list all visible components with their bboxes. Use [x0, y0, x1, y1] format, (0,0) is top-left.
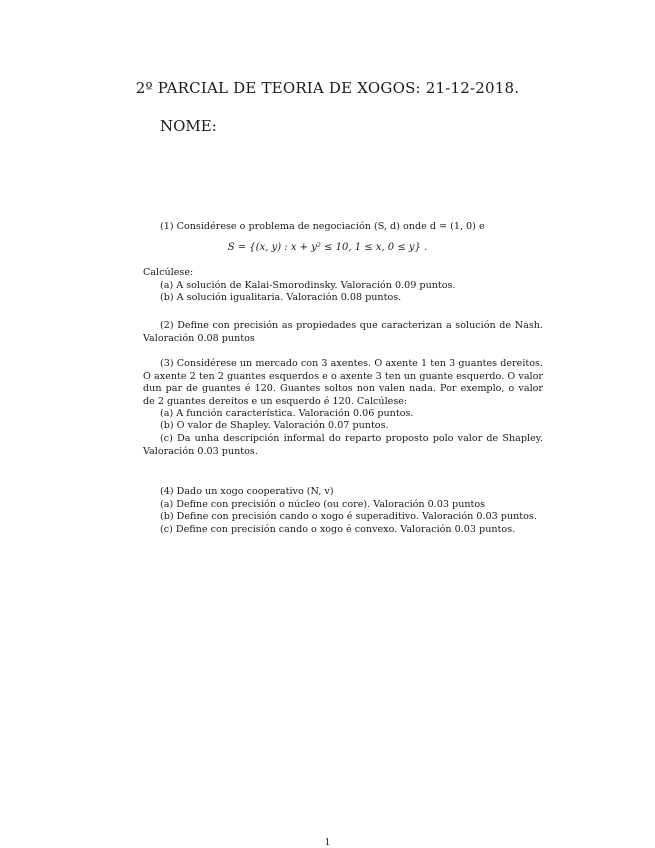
name-label: NOME:	[160, 117, 217, 135]
q4-item-b: (b) Define con precisión cando o xogo é superaditivo. Valoración 0.03 puntos.	[160, 511, 537, 522]
q2-text	[143, 320, 543, 345]
q3-item-a: (a) A función característica. Valoración 0.06 puntos.	[160, 408, 414, 419]
q1-item-a: (a) A solución de Kalai-Smorodinsky. Valoración 0.09 puntos.	[160, 280, 456, 291]
page-number: 1	[324, 838, 331, 848]
q3-item-b: (b) O valor de Shapley. Valoración 0.07 puntos.	[160, 420, 389, 431]
q4-item-c: (c) Define con precisión cando o xogo é convexo. Valoración 0.03 puntos.	[160, 524, 516, 535]
q1-intro: (1) Considérese o problema de negociación (S, d) onde d = (1, 0) e	[160, 221, 485, 232]
q1-calc-label: Calcúlese:	[143, 267, 194, 278]
exam-title: 2º PARCIAL DE TEORIA DE XOGOS: 21-12-2018.	[135, 79, 520, 97]
q3-intro	[143, 358, 543, 408]
q1-item-b: (b) A solución igualitaria. Valoración 0.08 puntos.	[160, 292, 402, 303]
q3-intro-content: (3) Considérese un mercado con 3 axentes. O axente 1 ten 3 guantes dereitos. O axente 2 ten 2 guantes esquerdos e o axente 3 ten un guante esquerdo. O valor dun par de guantes é 120. Guantes soltos non valen nada. Por exemplo, o valor de 2 guantes dereitos e un esquerdo é 120. Calcúlese:	[143, 358, 543, 407]
q4-item-a: (a) Define con precisión o núcleo (ou core). Valoración 0.03 puntos	[160, 499, 486, 510]
q3-item-c-content: (c) Da unha descripción informal do reparto proposto polo valor de Shapley. Valoración 0.03 puntos.	[143, 433, 543, 457]
q1-formula: S = {(x, y) : x + y² ≤ 10, 1 ≤ x, 0 ≤ y} .	[227, 242, 428, 253]
q2-text-content: (2) Define con precisión as propiedades que caracterizan a solución de Nash. Valoración 0.08 puntos	[143, 320, 543, 344]
q3-item-c	[143, 433, 543, 458]
q4-intro: (4) Dado un xogo cooperativo (N, v)	[160, 486, 334, 497]
